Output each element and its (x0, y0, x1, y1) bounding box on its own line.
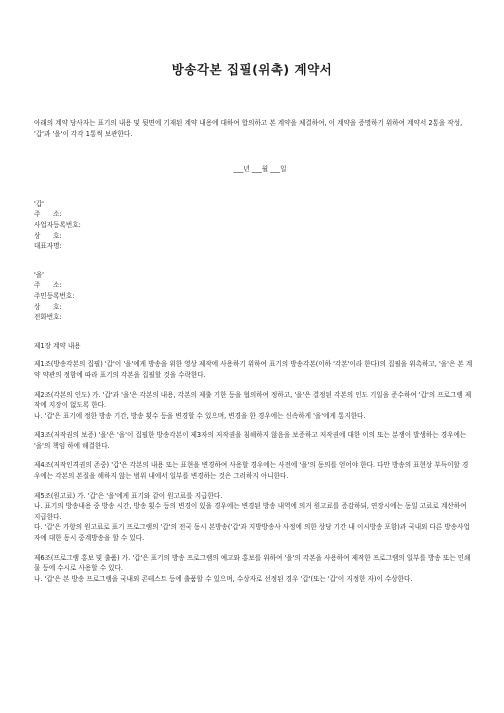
article-1 (34, 359, 474, 380)
party-a-label: '갑' (34, 199, 44, 208)
party-b-label: '을' (34, 270, 44, 279)
party-a-block (34, 199, 474, 252)
party-b-address-field: 주 소: (34, 281, 62, 290)
article-2 (34, 390, 474, 422)
article-5 (34, 491, 474, 544)
article-4 (34, 460, 474, 481)
party-a-address-field: 주 소: (34, 210, 62, 219)
article-6-clause-b: 나. '갑'은 본 방송 프로그램을 국내외 콘테스트 등에 출품할 수 있으며, 수상자로 선정된 경우 '갑'(또는 '갑'이 지정한 자)이 수상한다. (34, 574, 413, 583)
article-5-clause-a: 제5조(원고료) 가. '갑'은 '을'에게 표기와 같이 원고료를 지급한다. (34, 491, 223, 500)
contract-body (34, 118, 474, 593)
article-5-clause-c: 다. '갑'은 가항의 원고료로 표기 프로그램의 '갑'의 전국 동시 본방송('갑'과 지방방송사 사정에 의한 상당 기간 내 이시방송 포함)과 국내외 다른 방송사업자에 대한 동시 중계방송을 할 수 있다. (34, 523, 470, 543)
party-b-company-field: 상 호: (34, 302, 62, 311)
party-a-representative-field: 대표자명: (34, 242, 62, 251)
date-line: ___년 ___월 ___일 (233, 165, 287, 174)
page-title: 방송각본 집필(위촉) 계약서 (171, 62, 333, 77)
article-5-clause-b: 나. 표기의 방송내용 중 방송 시간, 방송 횟수 등의 변경이 있을 경우에는 변경된 방송 내역에 의거 원고료를 증감하되, 연장시에는 동일 고료로 계산하여 지급한다. (34, 502, 467, 521)
party-a-company-field: 상 호: (34, 231, 62, 240)
party-b-resident-number-field: 주민등록번호: (34, 291, 75, 300)
article-3-text: 제3조(저작권의 보증) '을'은 '을'이 집필한 방송각본이 제3자의 저작권을 침해하지 않음을 보증하고 저작권에 대한 이의 또는 분쟁이 발생하는 경우에는 '을'의 책임 하에 해결한다. (34, 431, 467, 450)
article-4-text: 제4조(저작인격권의 존중) '갑'은 각본의 내용 또는 표현을 변경하여 사용할 경우에는 사전에 '을'의 동의를 얻어야 한다. 다만 방송의 표현상 부득이할 경우에는 각본의 본질을 해하지 않는 범위 내에서 일부를 변경하는 것은 그러하지 아니한다. (34, 461, 469, 481)
article-2-clause-a: 제2조(각본의 인도) 가. '갑'과 '을'은 각본의 내용, 각본의 제출 기한 등을 협의하여 정하고, '을'은 결정된 각본의 인도 기일을 준수하여 '갑'의 프로그램 제작에 지장이 없도록 한다. (34, 390, 472, 410)
chapter-heading: 제1장 계약 내용 (34, 341, 81, 350)
article-6-clause-a: 제6조(프로그램 홍보 및 출품) 가. '갑'은 표기의 방송 프로그램의 예고와 홍보를 위하여 '을'의 각본을 사용하여 제작한 프로그램의 일부를 방송 또는 인쇄물 등에 수시로 사용할 수 있다. (34, 553, 471, 573)
article-2-clause-b: 나. '갑'은 표기에 정한 방송 기간, 방송 횟수 등을 변경할 수 있으며, 변경을 한 경우에는 신속하게 '을'에게 통지한다. (34, 411, 366, 420)
party-a-business-number-field: 사업자등록번호: (34, 220, 81, 229)
article-1-text: 제1조(방송각본의 집필) '갑'이 '을'에게 방송을 위한 영상 제작에 사용하기 위하여 표기의 방송각본(이하 '각본'이라 한다)의 집필을 위촉하고, '을'은 본 계약 약관의 정함에 따라 표기의 각본을 집필할 것을 수락한다. (34, 360, 473, 379)
party-b-block (34, 270, 474, 323)
article-3 (34, 430, 474, 451)
article-6 (34, 553, 474, 585)
intro-paragraph: 아래의 계약 당사자는 표기의 내용 및 뒷면에 기재된 계약 내용에 대하여 합의하고 본 계약을 체결하여, 이 계약을 증명하기 위하여 계약서 2통을 작성, '갑'과 '을'이 각각 1통씩 보관한다. (34, 119, 463, 138)
party-b-phone-field: 전화번호: (34, 313, 62, 322)
